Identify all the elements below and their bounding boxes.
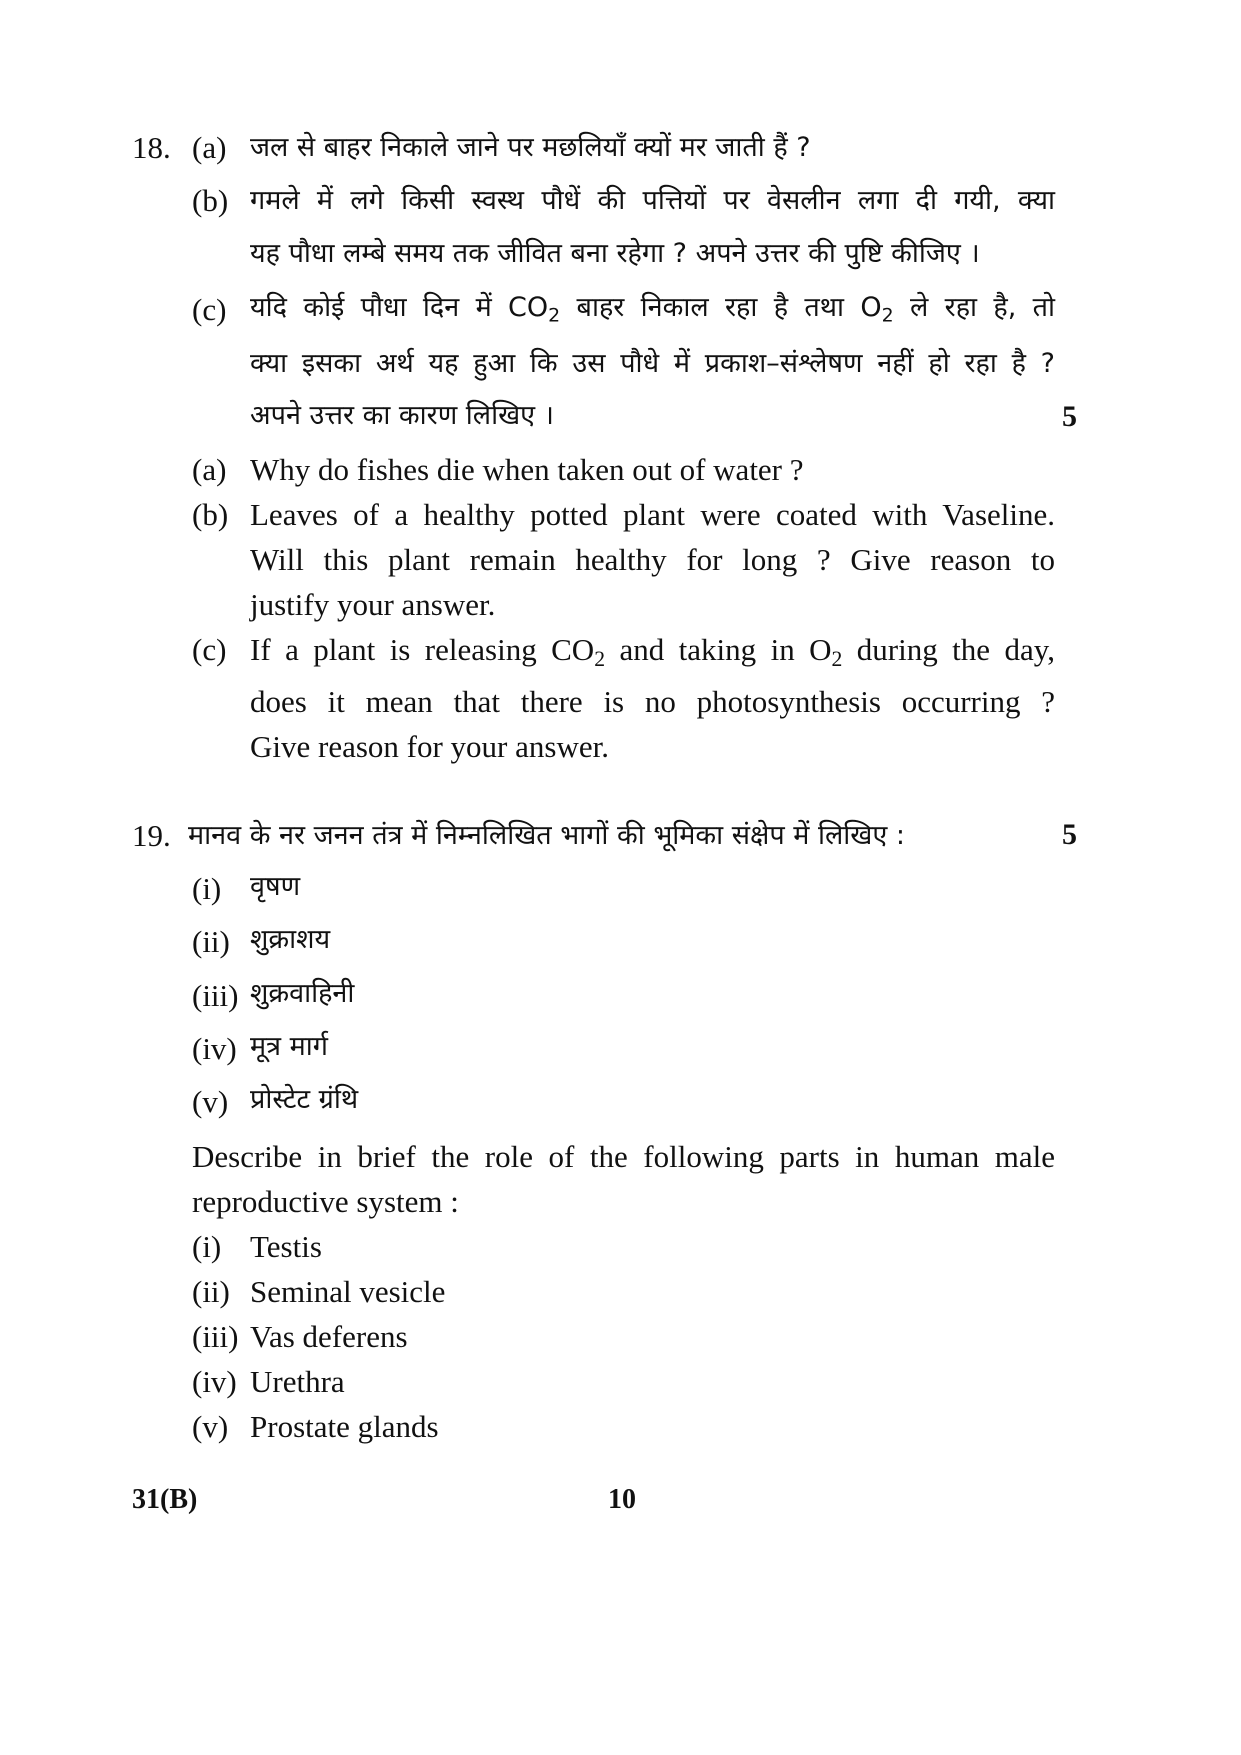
marks: 5 xyxy=(1062,818,1077,851)
question-text: reproductive system : xyxy=(192,1184,459,1219)
item-label: (i) xyxy=(192,871,222,906)
question-number: 19. xyxy=(132,818,171,853)
item-text: शुक्रवाहिनी xyxy=(250,978,355,1009)
item-text: वृषण xyxy=(250,871,301,902)
question-text: क्या इसका अर्थ यह हुआ कि उस पौधे में प्रकाश–संश्लेषण नहीं हो रहा है ? xyxy=(250,348,1055,379)
page-number: 10 xyxy=(608,1484,636,1515)
question-text: यदि कोई पौधा दिन में $CO_2$ बाहर निकाल रहा है तथा $O_2$ ले रहा है, तो xyxy=(250,292,1056,327)
item-label: (iv) xyxy=(192,1364,237,1399)
question-text: गमले में लगे किसी स्वस्थ पौधें की पत्तियों पर वेसलीन लगा दी गयी, क्या xyxy=(250,185,1055,216)
item-label: (v) xyxy=(192,1084,229,1119)
item-text: Urethra xyxy=(250,1364,345,1399)
question-text: अपने उत्तर का कारण लिखिए । xyxy=(250,400,554,431)
part-label: (b) xyxy=(192,497,229,532)
question-text: Why do fishes die when taken out of water ? xyxy=(250,452,804,487)
question-text: मानव के नर जनन तंत्र में निम्नलिखित भागों की भूमिका संक्षेप में लिखिए : xyxy=(188,820,905,851)
item-text: प्रोस्टेट ग्रंथि xyxy=(250,1084,359,1115)
question-text: Will this plant remain healthy for long ? Give reason to xyxy=(250,542,1055,577)
item-label: (i) xyxy=(192,1229,222,1264)
item-text: मूत्र मार्ग xyxy=(250,1031,328,1062)
part-label: (c) xyxy=(192,632,227,667)
part-label: (a) xyxy=(192,452,227,487)
item-text: Prostate glands xyxy=(250,1409,439,1444)
item-label: (ii) xyxy=(192,1274,230,1309)
marks: 5 xyxy=(1062,400,1077,433)
item-text: Seminal vesicle xyxy=(250,1274,446,1309)
item-label: (iii) xyxy=(192,1319,239,1354)
item-text: Vas deferens xyxy=(250,1319,408,1354)
item-text: शुक्राशय xyxy=(250,924,331,955)
paper-code: 31(B) xyxy=(132,1484,198,1515)
part-label: (c) xyxy=(192,292,227,327)
item-text: Testis xyxy=(250,1229,322,1264)
question-text: justify your answer. xyxy=(250,587,496,622)
question-number: 18. xyxy=(132,130,171,165)
part-label: (b) xyxy=(192,183,229,218)
question-text: Describe in brief the role of the following parts in human male xyxy=(192,1139,1055,1174)
item-label: (iv) xyxy=(192,1031,237,1066)
question-text: यह पौधा लम्बे समय तक जीवित बना रहेगा ? अपने उत्तर की पुष्टि कीजिए । xyxy=(250,238,980,269)
question-text: If a plant is releasing $CO_2$ and taking in $O_2$ during the day, xyxy=(250,632,1055,672)
question-text: Leaves of a healthy potted plant were coated with Vaseline. xyxy=(250,497,1055,532)
item-label: (iii) xyxy=(192,978,239,1013)
item-label: (v) xyxy=(192,1409,229,1444)
question-text: Give reason for your answer. xyxy=(250,729,609,764)
question-text: जल से बाहर निकाले जाने पर मछलियाँ क्यों मर जाती हैं ? xyxy=(250,132,811,163)
question-text: does it mean that there is no photosynthesis occurring ? xyxy=(250,684,1055,719)
item-label: (ii) xyxy=(192,924,230,959)
part-label: (a) xyxy=(192,130,227,165)
